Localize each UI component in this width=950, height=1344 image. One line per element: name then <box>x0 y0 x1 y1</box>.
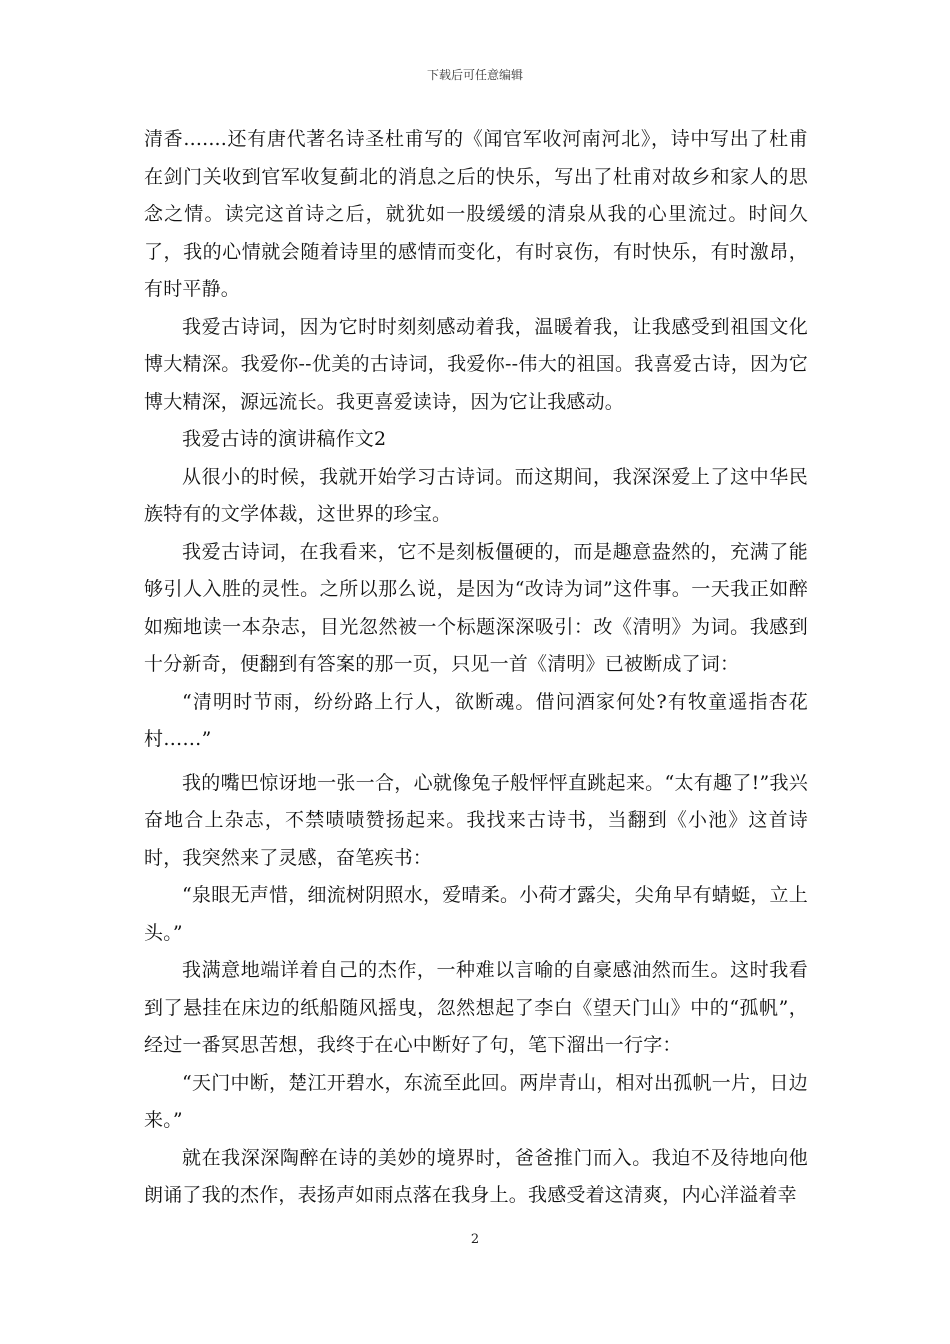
paragraph: 从很小的时候，我就开始学习古诗词。而这期间，我深深爱上了这中华民族特有的文学体裁，这世界的珍宝。 <box>144 465 808 525</box>
document-body <box>144 121 808 1215</box>
paragraph: 我爱古诗词，因为它时时刻刻感动着我，温暖着我，让我感受到祖国文化博大精深。我爱你--优美的古诗词，我爱你--伟大的祖国。我喜爱古诗，因为它博大精深，源远流长。我更喜爱读诗，因为它让我感动。 <box>144 315 808 413</box>
page-number: 2 <box>470 1232 480 1247</box>
quote-paragraph: “清明时节雨，纷纷路上行人，欲断魂。借问酒家何处?有牧童遥指杏花村……” <box>144 690 808 750</box>
paragraph: 清香.......还有唐代著名诗圣杜甫写的《闻官军收河南河北》，诗中写出了杜甫在剑门关收到官军收复蓟北的消息之后的快乐，写出了杜甫对故乡和家人的思念之情。读完这首诗之后，就犹如一股缓缓的清泉从我的心里流过。时间久了，我的心情就会随着诗里的感情而变化，有时哀伤，有时快乐，有时激昂，有时平静。 <box>144 128 808 300</box>
quote-paragraph: “泉眼无声惜，细流树阴照水，爱晴柔。小荷才露尖，尖角早有蜻蜓，立上头。” <box>144 884 808 944</box>
quote-paragraph: “天门中断，楚江开碧水，东流至此回。两岸青山，相对出孤帆一片，日边来。” <box>144 1071 808 1131</box>
paragraph: 就在我深深陶醉在诗的美妙的境界时，爸爸推门而入。我迫不及待地向他朗诵了我的杰作，表扬声如雨点落在我身上。我感受着这清爽，内心洋溢着幸 <box>144 1146 808 1206</box>
section-title: 我爱古诗的演讲稿作文2 <box>182 428 387 450</box>
paragraph: 我的嘴巴惊讶地一张一合，心就像兔子般怦怦直跳起来。“太有趣了!”我兴奋地合上杂志，不禁啧啧赞扬起来。我找来古诗书，当翻到《小池》这首诗时，我突然来了灵感，奋笔疾书： <box>144 771 808 869</box>
page-header: 下载后可任意编辑 <box>426 68 523 82</box>
paragraph: 我满意地端详着自己的杰作，一种难以言喻的自豪感油然而生。这时我看到了悬挂在床边的纸船随风摇曳，忽然想起了李白《望天门山》中的“孤帆”，经过一番冥思苦想，我终于在心中断好了句，笔下溜出一行字： <box>144 959 808 1056</box>
paragraph: 我爱古诗词，在我看来，它不是刻板僵硬的，而是趣意盎然的，充满了能够引人入胜的灵性。之所以那么说，是因为“改诗为词”这件事。一天我正如醉如痴地读一本杂志，目光忽然被一个标题深深吸引：改《清明》为词。我感到十分新奇，便翻到有答案的那一页，只见一首《清明》已被断成了词： <box>144 540 808 675</box>
